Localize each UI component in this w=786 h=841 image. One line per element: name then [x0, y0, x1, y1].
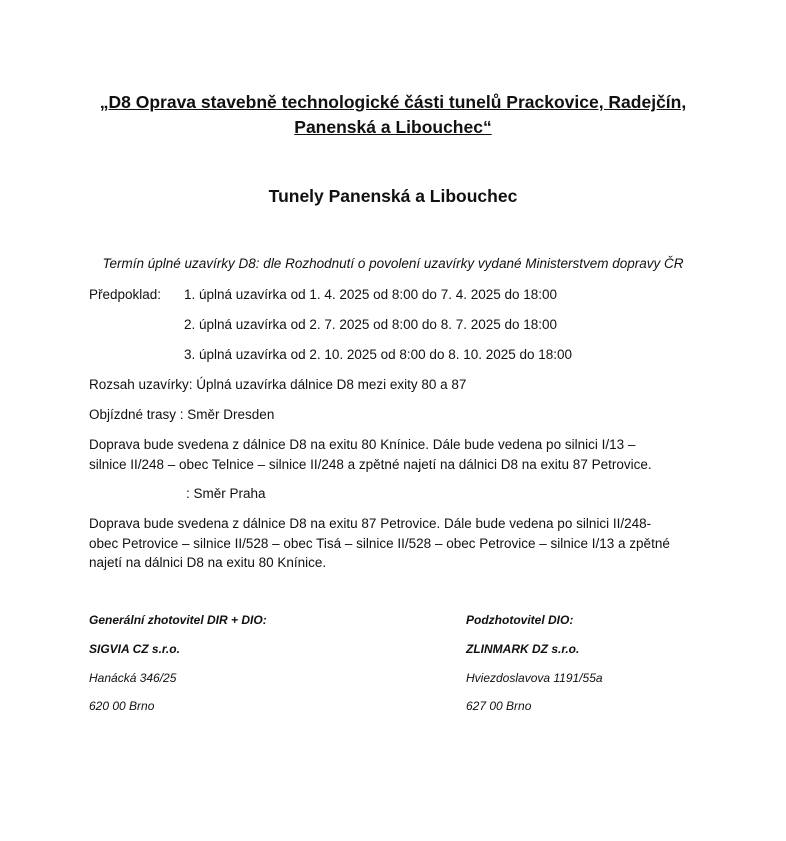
general-contractor-city: 620 00 Brno — [89, 699, 155, 713]
detour-dresden-line-1: Doprava bude svedena z dálnice D8 na exitu 80 Knínice. Dále bude vedena po silnici I/13 – — [89, 437, 636, 452]
subcontractor-street: Hviezdoslavova 1191/55a — [466, 671, 603, 685]
general-contractor-role: Generální zhotovitel DIR + DIO: — [89, 613, 267, 627]
detour-praha-line-3: najetí na dálnici D8 na exitu 80 Knínice. — [89, 555, 327, 570]
detour-praha-line-1: Doprava bude svedena z dálnice D8 na exitu 87 Petrovice. Dále bude vedena po silnici II/248- — [89, 516, 652, 531]
detour-praha-line-2: obec Petrovice – silnice II/528 – obec Tisá – silnice II/528 – obec Petrovice – silnice I/13 a zpětné — [89, 535, 670, 551]
detour-praha-text — [89, 514, 709, 573]
title-line-2: Panenská a Libouchec“ — [294, 117, 492, 137]
detour-praha-label: : Směr Praha — [186, 486, 266, 501]
title-line-1: „D8 Oprava stavebně technologické části tunelů Prackovice, Radejčín, — [99, 92, 687, 112]
detour-dresden-line-2: silnice II/248 – obec Telnice – silnice II/248 a zpětné najetí na dálnici D8 na exitu 87 Petrovice. — [89, 456, 652, 472]
general-contractor-company: SIGVIA CZ s.r.o. — [89, 642, 180, 656]
closure-term: Termín úplné uzavírky D8: dle Rozhodnutí o povolení uzavírky vydané Ministerstvem dopravy ČR — [102, 256, 684, 271]
closure-item-3: 3. úplná uzavírka od 2. 10. 2025 od 8:00 do 8. 10. 2025 do 18:00 — [184, 347, 573, 362]
subcontractor-role: Podzhotovitel DIO: — [466, 613, 574, 627]
subcontractor-company: ZLINMARK DZ s.r.o. — [466, 642, 580, 656]
general-contractor-street: Hanácká 346/25 — [89, 671, 177, 685]
subcontractor-city: 627 00 Brno — [466, 699, 532, 713]
document-title — [60, 90, 726, 140]
detour-dresden-text — [89, 435, 709, 474]
predpoklad-label: Předpoklad: — [89, 287, 162, 302]
closure-item-2: 2. úplná uzavírka od 2. 7. 2025 od 8:00 do 8. 7. 2025 do 18:00 — [184, 317, 558, 332]
document-subtitle: Tunely Panenská a Libouchec — [268, 186, 518, 206]
closure-scope: Rozsah uzavírky: Úplná uzavírka dálnice D8 mezi exity 80 a 87 — [89, 377, 467, 392]
detour-dresden-label: Objízdné trasy : Směr Dresden — [89, 407, 275, 422]
closure-item-1: 1. úplná uzavírka od 1. 4. 2025 od 8:00 do 7. 4. 2025 do 18:00 — [184, 287, 558, 302]
